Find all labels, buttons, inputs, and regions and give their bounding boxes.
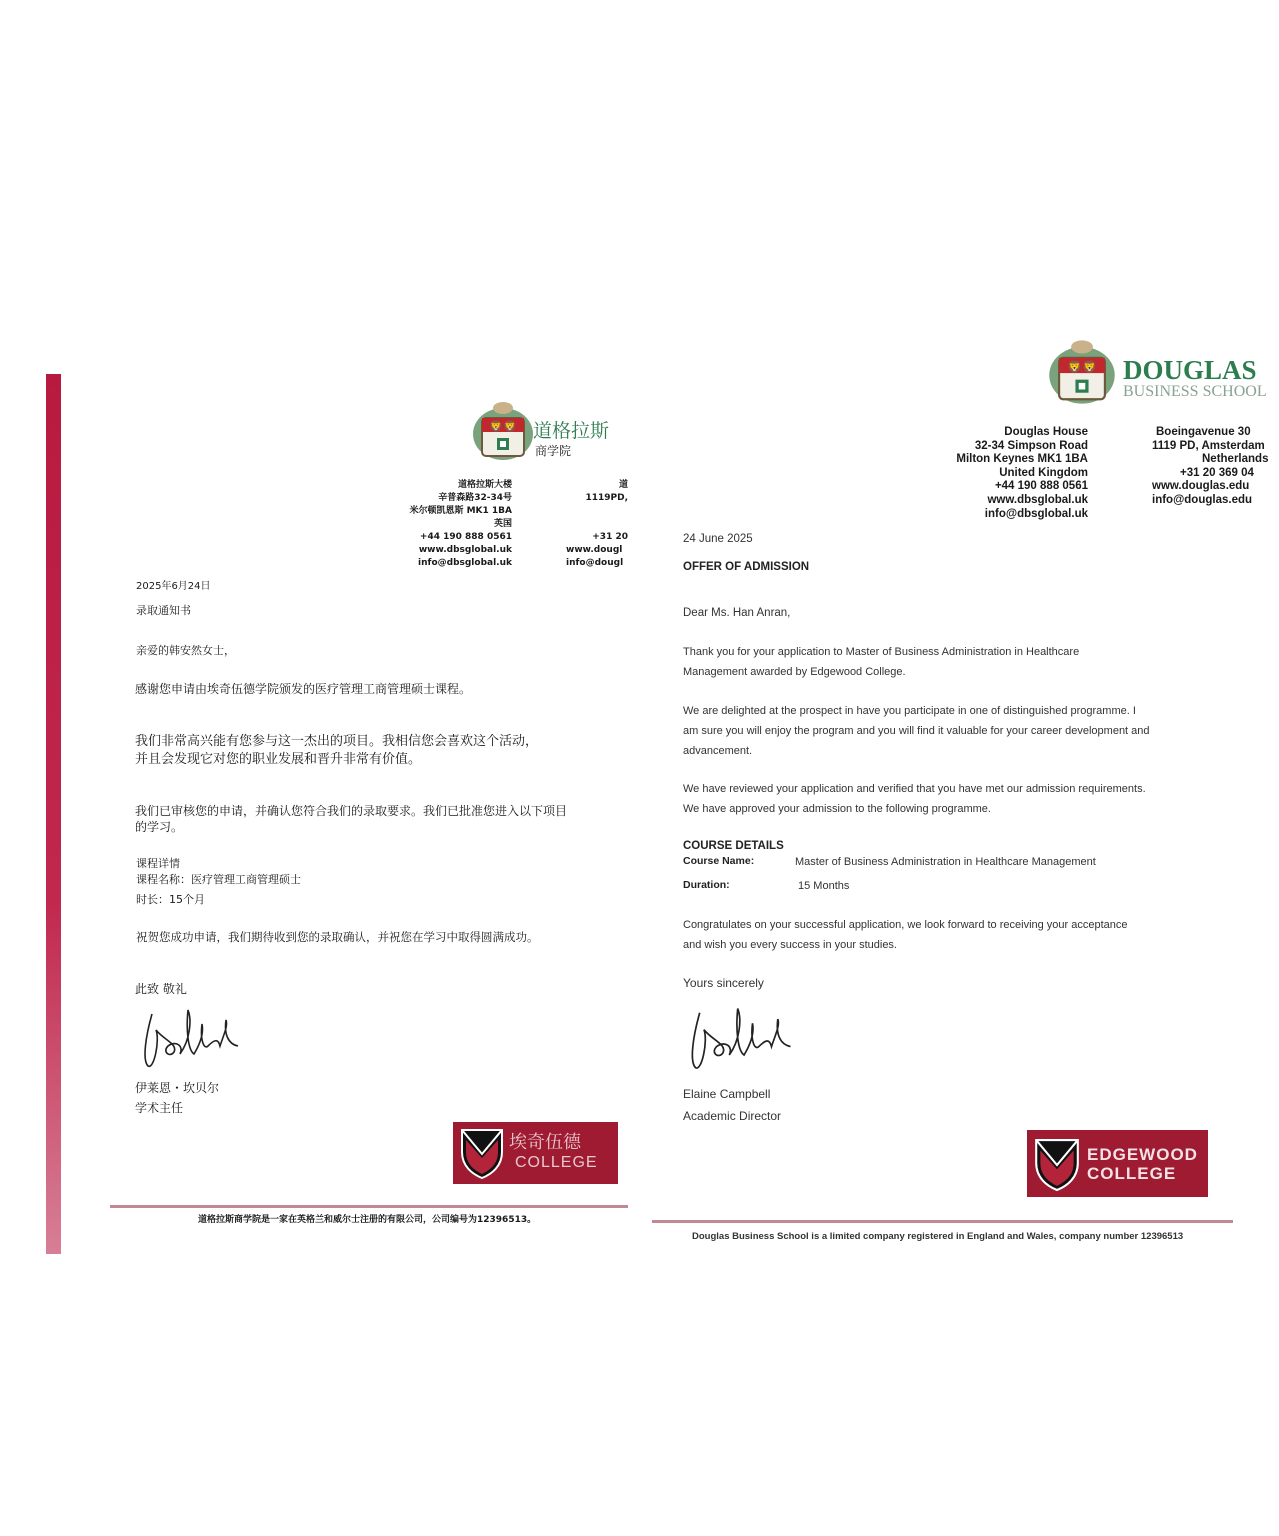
address-line: +31 20 369 04 — [1180, 466, 1254, 479]
address-line: 1119 PD, Amsterdam — [1152, 439, 1265, 452]
course-title-en: COURSE DETAILS — [683, 840, 784, 852]
address-line: info@dbsglobal.uk — [418, 558, 512, 568]
address-block-uk-cn — [380, 479, 512, 570]
congrats-cn: 祝贺您成功申请，我们期待收到您的录取确认，并祝您在学习中取得圆满成功。 — [136, 930, 539, 944]
closing-cn: 此致 敬礼 — [135, 982, 187, 996]
shield-icon — [1031, 1135, 1083, 1193]
signer-cn — [135, 1078, 219, 1118]
college-word: COLLEGE — [1087, 1163, 1177, 1183]
address-line: 米尔顿凯恩斯 MK1 1BA — [409, 506, 512, 516]
footer-rule-cn — [110, 1205, 628, 1208]
duration-value: 15 Months — [798, 880, 850, 892]
letter-date-en: 24 June 2025 — [683, 533, 753, 545]
address-line: 道格拉斯大楼 — [457, 480, 512, 490]
logo-wordmark-en — [1123, 355, 1267, 400]
footer-cn: 道格拉斯商学院是一家在英格兰和威尔士注册的有限公司，公司编号为12396513。 — [198, 1215, 537, 1225]
signature-left — [138, 1000, 248, 1072]
address-line: www.dougl — [566, 545, 623, 555]
crest-icon — [1046, 336, 1118, 408]
signer-name: 伊莱恩・坎贝尔 — [135, 1081, 220, 1095]
congrats-en: Congratulates on your successful application, we look forward to receiving your acceptance and wish you every success in your studies. — [683, 919, 1128, 951]
course-duration: 时长：15个月 — [136, 893, 205, 906]
signature-right — [684, 998, 802, 1074]
address-line: info@dougl — [566, 558, 624, 568]
paragraph-cn: 我们已审核您的申请，并确认您符合我们的录取要求。我们已批准您进入以下项目 的学习。 — [135, 804, 568, 834]
svg-text:🦁🦁: 🦁🦁 — [1067, 359, 1097, 374]
address-line: 道 — [618, 480, 628, 490]
address-line: United Kingdom — [999, 466, 1088, 479]
salutation-en: Dear Ms. Han Anran, — [683, 607, 791, 619]
course-name: 课程名称：医疗管理工商管理硕士 — [136, 873, 301, 886]
paragraph-en: We are delighted at the prospect in have you participate in one of distinguished programme. I am sure you will enjoy the program and you will find it valuable for your career development and advancement. — [683, 705, 1150, 757]
address-line: Douglas House — [1004, 426, 1088, 438]
address-line — [566, 505, 628, 518]
signer-en — [683, 1083, 781, 1127]
address-line: 辛普森路32-34号 — [438, 493, 512, 503]
college-word: COLLEGE — [515, 1154, 598, 1171]
address-line: 1119PD, — [585, 493, 628, 503]
address-line: Milton Keynes MK1 1BA — [956, 453, 1088, 466]
shield-icon — [457, 1126, 507, 1180]
course-name-value: Master of Business Administration in Healthcare Management — [795, 856, 1096, 868]
address-line: 英国 — [493, 519, 512, 529]
logo-name-en: DOUGLAS — [1123, 355, 1257, 385]
footer-rule-en — [652, 1220, 1233, 1223]
salutation-cn: 亲爱的韩安然女士， — [136, 644, 235, 657]
address-block-nl-cn — [566, 479, 628, 570]
address-line: www.dbsglobal.uk — [987, 493, 1088, 506]
letter-heading-en: OFFER OF ADMISSION — [683, 561, 810, 573]
logo-sub-en: BUSINESS SCHOOL — [1123, 383, 1267, 400]
course-title: 课程详情 — [136, 857, 180, 870]
address-line: www.dbsglobal.uk — [418, 545, 512, 555]
closing-en: Yours sincerely — [683, 976, 764, 990]
logo-name-cn: 道格拉斯 — [533, 420, 610, 442]
address-line: info@douglas.edu — [1152, 493, 1253, 506]
paragraph-en: We have reviewed your application and verified that you have met our admission requirements. We have approved your admission to the following programme. — [683, 783, 1146, 815]
college-name-cn: 埃奇伍德 — [509, 1132, 581, 1153]
edgewood-logo-cn — [453, 1122, 618, 1184]
address-line: www.douglas.edu — [1152, 480, 1250, 493]
address-line: +44 190 888 0561 — [419, 532, 512, 542]
footer-en: Douglas Business School is a limited company registered in England and Wales, company number 12396513 — [692, 1231, 1184, 1242]
signer-title: 学术主任 — [135, 1101, 184, 1115]
course-details-cn — [136, 856, 301, 908]
edgewood-logo-en — [1027, 1130, 1208, 1197]
course-name-label: Course Name: — [683, 855, 755, 867]
address-line: Netherlands — [1202, 453, 1269, 466]
crest-icon — [470, 398, 536, 464]
duration-label: Duration: — [683, 879, 730, 891]
letter-date-cn: 2025年6月24日 — [136, 581, 211, 592]
logo-sub-cn: 商学院 — [535, 444, 572, 458]
svg-text:🦁🦁: 🦁🦁 — [489, 420, 517, 433]
address-line: +44 190 888 0561 — [994, 480, 1088, 493]
address-line: 32-34 Simpson Road — [974, 439, 1088, 452]
address-line: Boeingavenue 30 — [1156, 426, 1251, 438]
crest-logo-right — [1046, 336, 1118, 413]
signer-title: Academic Director — [683, 1109, 782, 1123]
letter-heading-cn: 录取通知书 — [136, 604, 191, 617]
address-line: +31 20 — [592, 532, 628, 542]
letter-side-stripe — [46, 374, 61, 1254]
signer-name: Elaine Campbell — [683, 1087, 771, 1101]
paragraph-cn: 我们非常高兴能有您参与这一杰出的项目。我相信您会喜欢这个活动， 并且会发现它对您的职业发展和晋升非常有价值。 — [135, 734, 539, 767]
crest-logo-left — [470, 398, 536, 469]
address-block-uk-en — [928, 426, 1088, 521]
address-line: info@dbsglobal.uk — [984, 507, 1088, 520]
address-line — [566, 518, 628, 531]
address-block-nl-en — [1146, 426, 1269, 508]
paragraph-cn: 感谢您申请由埃奇伍德学院颁发的医疗管理工商管理硕士课程。 — [135, 682, 472, 696]
college-name-en: EDGEWOOD — [1087, 1144, 1198, 1164]
paragraph-en: Thank you for your application to Master of Business Administration in Healthcare Management awarded by Edgewood College. — [683, 646, 1080, 678]
